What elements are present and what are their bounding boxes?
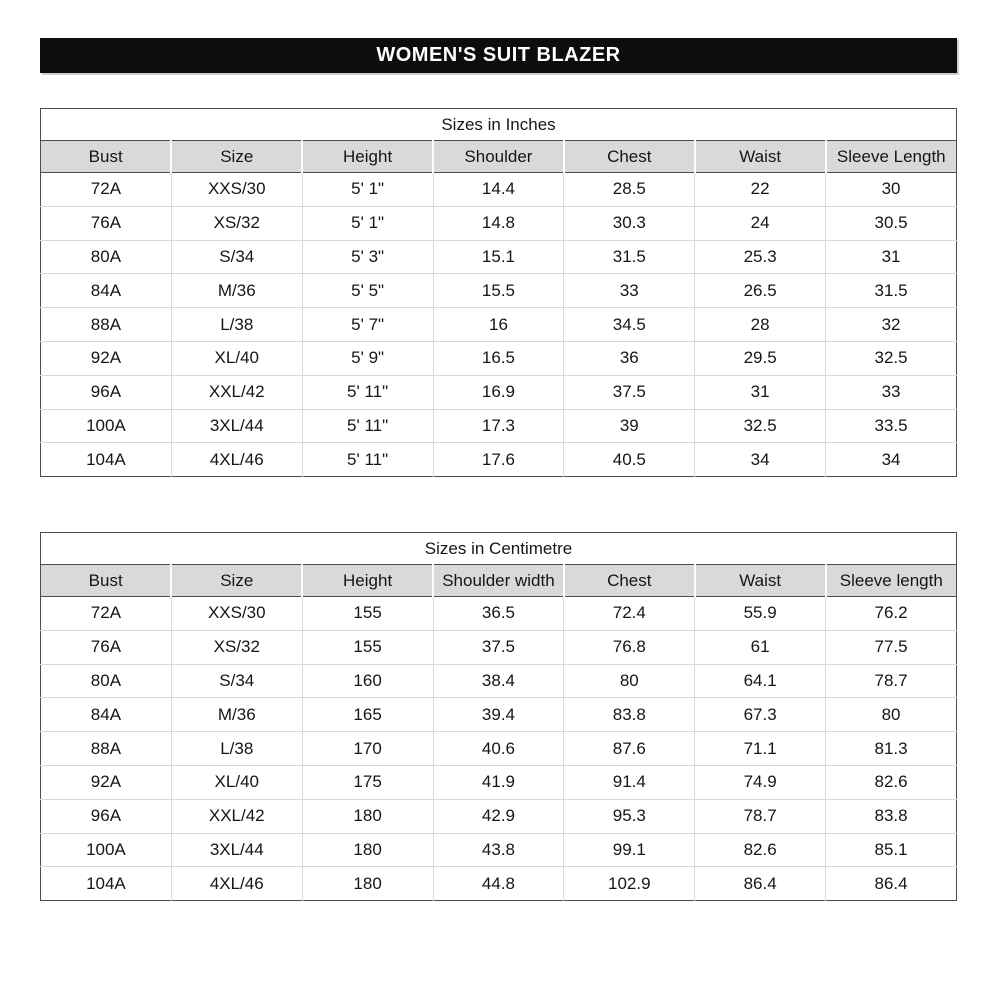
table-cell: 41.9 xyxy=(433,765,564,799)
table-cell: 22 xyxy=(695,173,826,207)
table-cell: 39 xyxy=(564,409,695,443)
table-cell: 4XL/46 xyxy=(171,443,302,477)
table-cell: 26.5 xyxy=(695,274,826,308)
table-cell: 71.1 xyxy=(695,732,826,766)
table-cell: XS/32 xyxy=(171,630,302,664)
table-cell: 155 xyxy=(302,597,433,631)
table-cell: 31 xyxy=(695,375,826,409)
table-cell: 86.4 xyxy=(695,867,826,901)
table-cell: 5' 1" xyxy=(302,206,433,240)
table-header-row xyxy=(41,141,957,173)
table-cell: 5' 5" xyxy=(302,274,433,308)
column-header: Sleeve Length xyxy=(826,141,957,173)
table-cell: 80A xyxy=(41,240,172,274)
table-cell: 72A xyxy=(41,597,172,631)
table-cell: 15.1 xyxy=(433,240,564,274)
column-header: Chest xyxy=(564,141,695,173)
table-cell: XXS/30 xyxy=(171,173,302,207)
column-header: Size xyxy=(171,141,302,173)
table-cell: 42.9 xyxy=(433,799,564,833)
table-cell: 16.5 xyxy=(433,341,564,375)
table-cell: 30.3 xyxy=(564,206,695,240)
table-cell: 76A xyxy=(41,206,172,240)
table-cell: 83.8 xyxy=(564,698,695,732)
table-row xyxy=(41,240,957,274)
table-cell: 77.5 xyxy=(826,630,957,664)
table-cell: 160 xyxy=(302,664,433,698)
table-cell: 92A xyxy=(41,765,172,799)
table-row xyxy=(41,206,957,240)
table-cell: 88A xyxy=(41,732,172,766)
table-cell: 5' 11" xyxy=(302,409,433,443)
table-cell: 31.5 xyxy=(564,240,695,274)
table-cell: 102.9 xyxy=(564,867,695,901)
column-header: Waist xyxy=(695,141,826,173)
sizes-in-centimetre-table xyxy=(40,532,957,901)
table-cell: XL/40 xyxy=(171,341,302,375)
table-cell: 180 xyxy=(302,799,433,833)
table-cell: 38.4 xyxy=(433,664,564,698)
table-row xyxy=(41,799,957,833)
table-cell: 175 xyxy=(302,765,433,799)
table-cell: 43.8 xyxy=(433,833,564,867)
table-cell: 84A xyxy=(41,698,172,732)
table-cell: 29.5 xyxy=(695,341,826,375)
table-cell: 17.6 xyxy=(433,443,564,477)
table-cell: 34 xyxy=(826,443,957,477)
table-cell: S/34 xyxy=(171,240,302,274)
table-cell: XXL/42 xyxy=(171,799,302,833)
table-cell: 95.3 xyxy=(564,799,695,833)
table-cell: 28.5 xyxy=(564,173,695,207)
column-header: Height xyxy=(302,565,433,597)
table-cell: 24 xyxy=(695,206,826,240)
table-cell: 32.5 xyxy=(826,341,957,375)
column-header: Chest xyxy=(564,565,695,597)
table-cell: 80A xyxy=(41,664,172,698)
table-cell: 37.5 xyxy=(433,630,564,664)
table-cell: 33 xyxy=(826,375,957,409)
table-cell: 165 xyxy=(302,698,433,732)
table-row xyxy=(41,664,957,698)
table-cell: 3XL/44 xyxy=(171,833,302,867)
table-row xyxy=(41,732,957,766)
table-cell: 36 xyxy=(564,341,695,375)
table-cell: 85.1 xyxy=(826,833,957,867)
table-cell: 3XL/44 xyxy=(171,409,302,443)
table-cell: M/36 xyxy=(171,274,302,308)
table-cell: 44.8 xyxy=(433,867,564,901)
table-cell: XL/40 xyxy=(171,765,302,799)
table-row xyxy=(41,409,957,443)
table-cell: 74.9 xyxy=(695,765,826,799)
table-cell: 34.5 xyxy=(564,308,695,342)
table-cell: 72.4 xyxy=(564,597,695,631)
table-cell: 96A xyxy=(41,799,172,833)
table-cell: 5' 1" xyxy=(302,173,433,207)
table-cell: 14.4 xyxy=(433,173,564,207)
table-cell: 81.3 xyxy=(826,732,957,766)
table-cell: 91.4 xyxy=(564,765,695,799)
column-header: Shoulder width xyxy=(433,565,564,597)
table-cell: 100A xyxy=(41,409,172,443)
table-cell: 15.5 xyxy=(433,274,564,308)
table-cell: 78.7 xyxy=(826,664,957,698)
table-cell: 80 xyxy=(564,664,695,698)
table-cell: 33 xyxy=(564,274,695,308)
table-cell: S/34 xyxy=(171,664,302,698)
table-cell: 5' 3" xyxy=(302,240,433,274)
table-row xyxy=(41,698,957,732)
table-cell: 16.9 xyxy=(433,375,564,409)
table-row xyxy=(41,443,957,477)
table-cell: 30.5 xyxy=(826,206,957,240)
table-row xyxy=(41,867,957,901)
table-cell: 78.7 xyxy=(695,799,826,833)
table-cell: 104A xyxy=(86,449,126,469)
sizes-in-inches-table xyxy=(40,108,957,477)
table-cell: 86.4 xyxy=(826,867,957,901)
table-row xyxy=(41,274,957,308)
table-cell: 14.8 xyxy=(433,206,564,240)
table-cell: L/38 xyxy=(171,308,302,342)
table-row xyxy=(41,308,957,342)
table-cell: M/36 xyxy=(171,698,302,732)
product-title-bar xyxy=(40,38,957,73)
column-header: Size xyxy=(171,565,302,597)
table-cell: 76.2 xyxy=(826,597,957,631)
table-cell: 155 xyxy=(302,630,433,664)
column-header: Bust xyxy=(41,565,172,597)
table-cell: 61 xyxy=(695,630,826,664)
table-caption-row xyxy=(41,109,957,141)
column-header: Waist xyxy=(695,565,826,597)
table-row xyxy=(41,765,957,799)
table-cell: 87.6 xyxy=(564,732,695,766)
table-cell: 180 xyxy=(302,867,433,901)
table-caption: Sizes in Centimetre xyxy=(41,533,957,565)
table-cell: 84A xyxy=(41,274,172,308)
table-cell: XXS/30 xyxy=(171,597,302,631)
table-cell: 17.3 xyxy=(433,409,564,443)
table-cell: 40.5 xyxy=(564,443,695,477)
table-cell: 96A xyxy=(41,375,172,409)
table-cell: 76.8 xyxy=(564,630,695,664)
table-cell: 25.3 xyxy=(695,240,826,274)
table-cell: 5' 11" xyxy=(302,443,433,477)
table-caption-row xyxy=(41,533,957,565)
table-cell: 16 xyxy=(433,308,564,342)
table-cell: 55.9 xyxy=(695,597,826,631)
table-row xyxy=(41,173,957,207)
table-row xyxy=(41,597,957,631)
table-cell: 80 xyxy=(826,698,957,732)
table-cell: 104A xyxy=(86,873,126,893)
table-cell: 82.6 xyxy=(826,765,957,799)
table-caption: Sizes in Inches xyxy=(41,109,957,141)
column-header: Bust xyxy=(41,141,172,173)
table-cell: 37.5 xyxy=(564,375,695,409)
table-cell: XS/32 xyxy=(171,206,302,240)
table-body xyxy=(41,173,957,477)
column-header: Sleeve length xyxy=(826,565,957,597)
table-row xyxy=(41,341,957,375)
table-header-row xyxy=(41,565,957,597)
product-title: WOMEN'S SUIT BLAZER xyxy=(376,44,621,66)
table-cell: L/38 xyxy=(171,732,302,766)
table-cell: 99.1 xyxy=(564,833,695,867)
table-cell: 170 xyxy=(302,732,433,766)
table-cell: 36.5 xyxy=(433,597,564,631)
table-cell: 5' 9" xyxy=(302,341,433,375)
table-cell: 4XL/46 xyxy=(171,867,302,901)
table-cell: 28 xyxy=(695,308,826,342)
table-cell: 72A xyxy=(41,173,172,207)
column-header: Height xyxy=(302,141,433,173)
table-cell: 31 xyxy=(826,240,957,274)
table-cell: 32.5 xyxy=(695,409,826,443)
table-cell: 180 xyxy=(302,833,433,867)
table-cell: 67.3 xyxy=(695,698,826,732)
table-row xyxy=(41,375,957,409)
table-row xyxy=(41,630,957,664)
table-cell: 5' 7" xyxy=(302,308,433,342)
table-cell: 64.1 xyxy=(695,664,826,698)
table-row xyxy=(41,833,957,867)
table-cell: 30 xyxy=(826,173,957,207)
table-cell: 92A xyxy=(41,341,172,375)
table-cell: 100A xyxy=(41,833,172,867)
table-cell: 40.6 xyxy=(433,732,564,766)
table-cell: 82.6 xyxy=(695,833,826,867)
table-cell: 76A xyxy=(41,630,172,664)
table-cell: 31.5 xyxy=(826,274,957,308)
table-cell: XXL/42 xyxy=(171,375,302,409)
table-cell: 83.8 xyxy=(826,799,957,833)
column-header: Shoulder xyxy=(433,141,564,173)
table-cell: 39.4 xyxy=(433,698,564,732)
table-cell: 33.5 xyxy=(826,409,957,443)
table-cell: 88A xyxy=(41,308,172,342)
table-cell: 34 xyxy=(695,443,826,477)
table-cell: 5' 11" xyxy=(302,375,433,409)
table-cell: 32 xyxy=(826,308,957,342)
table-body xyxy=(41,597,957,901)
